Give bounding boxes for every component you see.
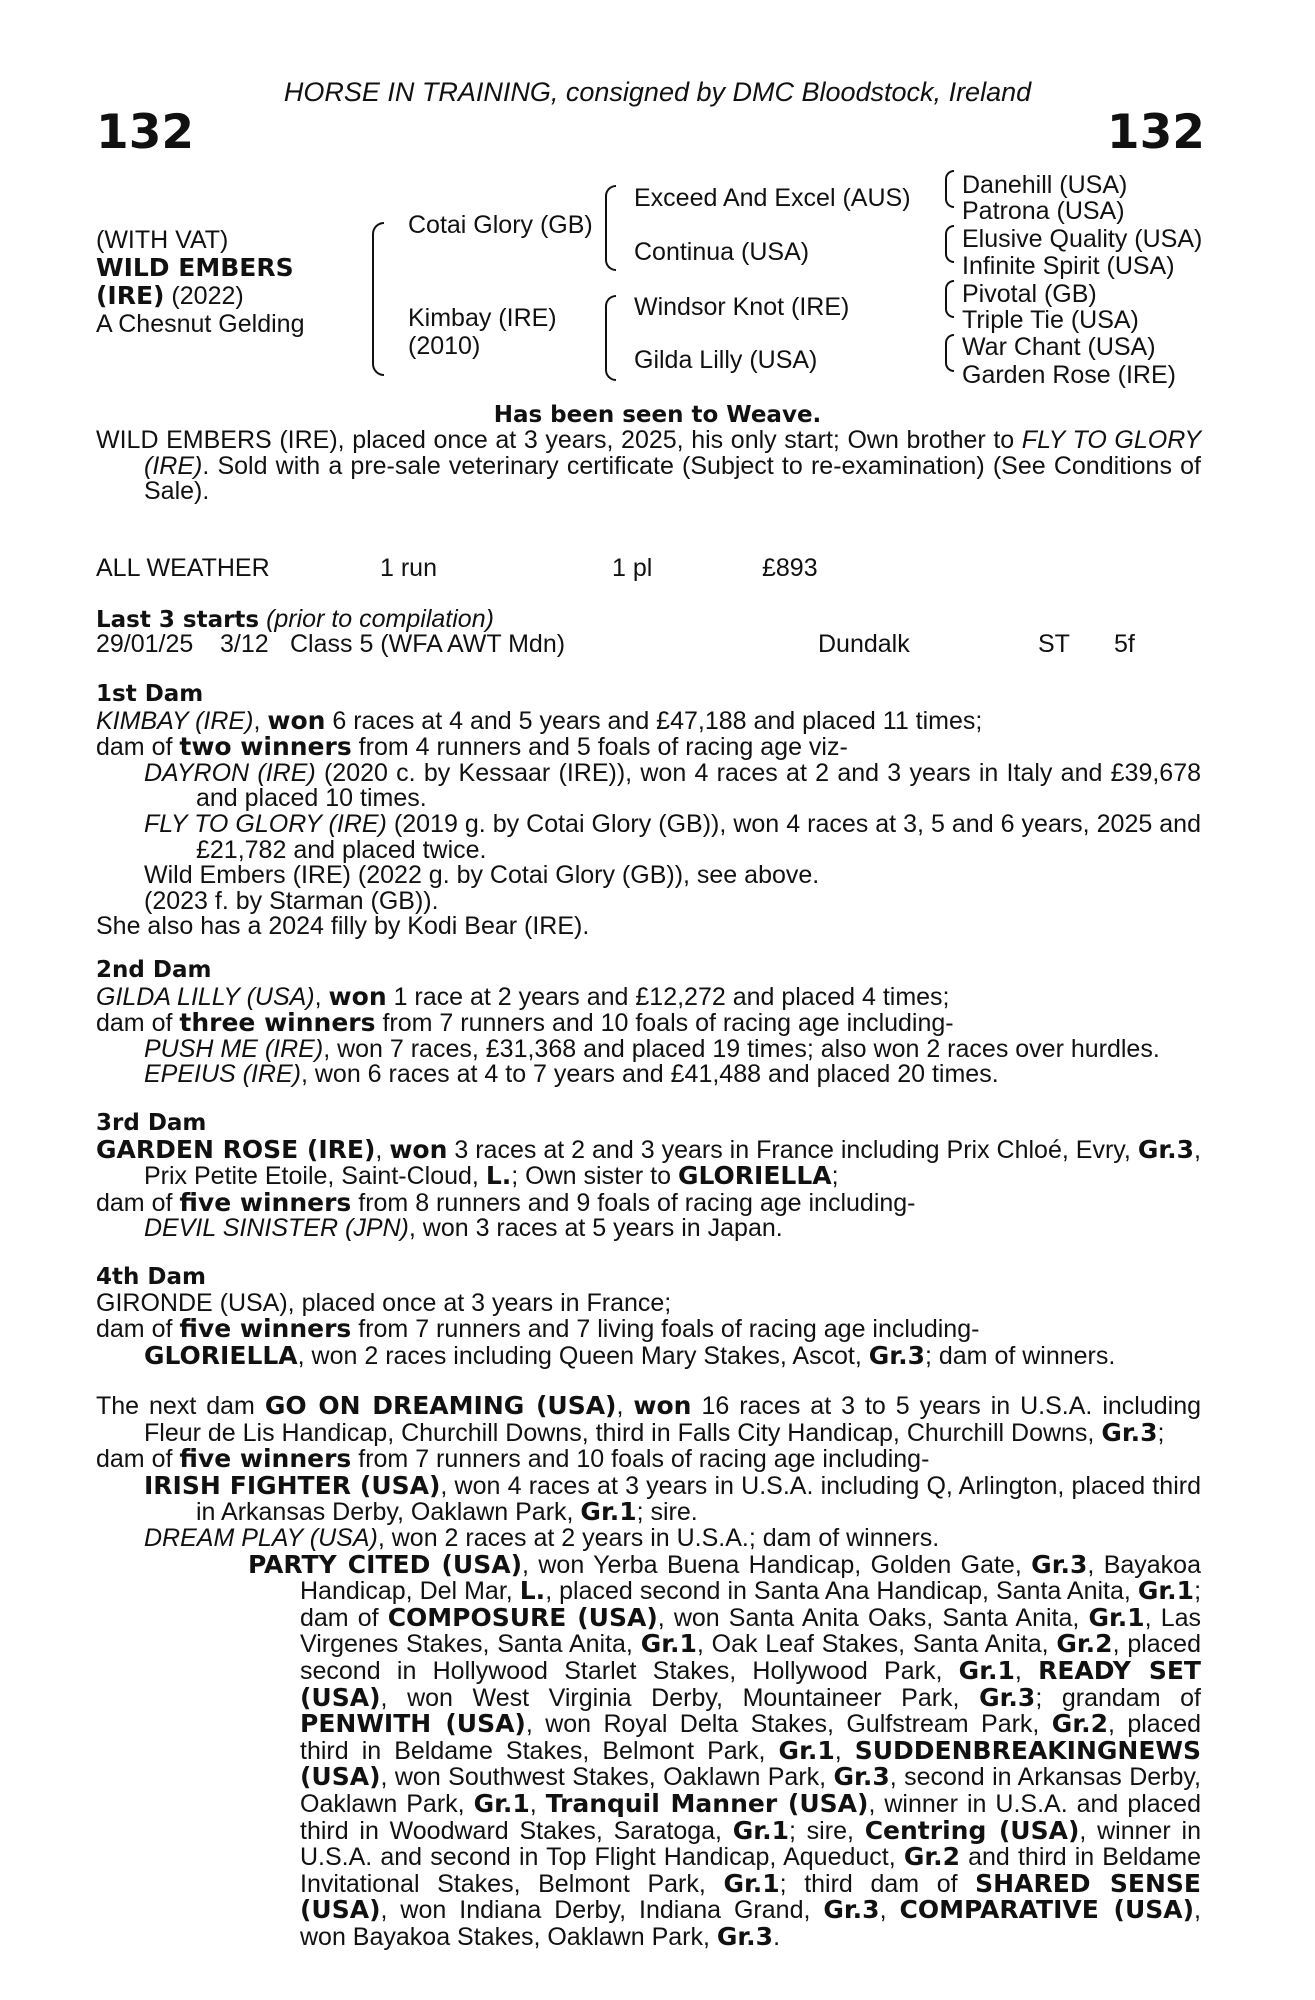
party-bold-segment: SHARED SENSE (USA)	[300, 1868, 1201, 1925]
first-dam-record: 6 races at 4 and 5 years and £47,188 and placed 11 times;	[325, 706, 983, 735]
fourth-dam-winners: five winners	[179, 1314, 352, 1344]
progeny-dream-play-text: , won 2 races at 2 years in U.S.A.; dam of winners.	[377, 1523, 940, 1552]
last-starts-note: (prior to compilation)	[266, 605, 494, 633]
party-bold-segment: Gr.2	[1056, 1629, 1113, 1659]
start-row-course: Dundalk	[818, 630, 910, 658]
horse-name-line2	[96, 282, 304, 310]
party-text-segment: , Oak Leaf Stakes, Santa Anita,	[696, 1630, 1057, 1659]
progeny-irish-fighter-text: , won 4 races at 3 years in U.S.A. including Q, Arlington, placed third in Arkansas Derby, Oaklawn Park,	[196, 1471, 1201, 1527]
party-text-segment: , second in Arkansas Derby, Oaklawn Park,	[300, 1763, 1201, 1818]
party-bold-segment: READY SET (USA)	[300, 1655, 1201, 1712]
party-bold-segment: Gr.1	[958, 1655, 1015, 1685]
third-dam-grade: Gr.3	[1137, 1134, 1195, 1164]
pedigree-sire: Cotai Glory (GB)	[408, 211, 593, 239]
pedigree-brace-dam	[605, 295, 616, 381]
progeny-devil-sinister-text: , won 3 races at 5 years in Japan.	[408, 1214, 783, 1243]
party-text-segment: , won Southwest Stakes, Oaklawn Park,	[380, 1763, 834, 1792]
party-text-segment: ,	[1014, 1656, 1039, 1685]
intro-horse-name: WILD EMBERS (IRE)	[96, 426, 338, 454]
party-text-segment: , Bayakoa Handicap, Del Mar,	[300, 1550, 1201, 1606]
pedigree-sire-dam: Continua (USA)	[634, 238, 810, 266]
party-bold-segment: Gr.3	[823, 1895, 880, 1925]
pedigree-brace-sd	[945, 225, 954, 263]
pedigree-dam-dam: Gilda Lilly (USA)	[634, 346, 818, 374]
third-dam-text-1: 3 races at 2 and 3 years in France including Prix Chloé, Evry,	[447, 1135, 1138, 1164]
lot-number-left: 132	[96, 105, 195, 160]
party-bold-segment: Centring (USA)	[864, 1815, 1080, 1845]
start-row-going: ST	[1038, 630, 1070, 658]
party-bold-segment: Gr.3	[979, 1682, 1036, 1712]
progeny-push-me: PUSH ME (IRE)	[144, 1034, 324, 1063]
third-dam-listed: L.	[485, 1161, 512, 1191]
record-placed: 1 pl	[612, 554, 653, 582]
second-dam-heading: 2nd Dam	[96, 957, 212, 983]
party-text-segment: , winner in U.S.A. and second in Top Flight Handicap, Aqueduct,	[300, 1816, 1201, 1872]
party-text-segment: , won Indiana Derby, Indiana Grand,	[380, 1896, 824, 1925]
second-dam-foals: from 7 runners and 10 foals of racing age including-	[375, 1009, 954, 1038]
first-dam-won: won	[267, 705, 326, 735]
horse-identity	[96, 226, 304, 338]
next-dam-grade: Gr.3	[1101, 1417, 1158, 1447]
progeny-gloriella-end: ; dam of winners.	[924, 1341, 1116, 1370]
party-text-segment: ,	[879, 1896, 900, 1925]
next-dam-section	[96, 1393, 1201, 1950]
second-dam-name: GILDA LILLY (USA)	[96, 982, 315, 1011]
progeny-epeius-text: , won 6 races at 4 to 7 years and £41,488 and placed 20 times.	[300, 1060, 999, 1089]
party-text-segment: and third in Beldame Invitational Stakes, Belmont Park,	[300, 1843, 1201, 1898]
first-dam-also: She also has a 2024 filly by Kodi Bear (IRE).	[96, 912, 590, 941]
party-text-segment: , won Yerba Buena Handicap, Golden Gate,	[522, 1550, 1032, 1579]
party-bold-segment: SUDDENBREAKINGNEWS (USA)	[300, 1735, 1201, 1792]
progeny-gloriella-grade: Gr.3	[868, 1340, 925, 1370]
record-surface: ALL WEATHER	[96, 554, 270, 582]
progeny-fly-to-glory: FLY TO GLORY (IRE)	[144, 809, 387, 838]
party-bold-segment: PARTY CITED (USA)	[248, 1549, 523, 1579]
progeny-irish-fighter-end: ; sire.	[636, 1498, 698, 1527]
party-bold-segment: Gr.1	[473, 1788, 530, 1818]
progeny-epeius: EPEIUS (IRE)	[144, 1060, 301, 1089]
pedigree-dam-year: (2010)	[408, 332, 481, 360]
next-dam-intro: The next dam	[96, 1392, 265, 1420]
party-bold-segment: Gr.1	[640, 1629, 697, 1659]
third-dam-dam-of: dam of	[96, 1188, 180, 1217]
start-row-position: 3/12	[220, 630, 269, 658]
third-dam-section: 3rd Dam GARDEN ROSE (IRE), won 3 races at 2 and 3 years in France including Prix Chloé, Evry, Gr.3, Prix Petite Etoile, Saint-Cloud, L.; Own sister to GLORIELLA; dam of five winners from 8 runners and 9 foals of racing age including- DEVIL SINISTER (JPN), won 3 races at 5 years in Japan.	[96, 1110, 1201, 1243]
party-bold-segment: COMPARATIVE (USA)	[899, 1895, 1195, 1925]
party-bold-segment: Gr.1	[778, 1735, 835, 1765]
pedigree-ddd: Garden Rose (IRE)	[962, 361, 1176, 389]
first-dam-section: 1st Dam KIMBAY (IRE), won 6 races at 4 and 5 years and £47,188 and placed 11 times; dam of two winners from 4 runners and 5 foals of racing age viz- DAYRON (IRE) (2020 c. by Kessaar (IRE)), won 4 races at 2 and 3 years in Italy and £39,678 and placed 10 times. FLY TO GLORY (IRE) (2019 g. by Cotai Glory (GB)), won 4 races at 3, 5 and 6 years, 2025 and £21,782 and placed twice. Wild Embers (IRE) (2022 g. by Cotai Glory (GB)), see above. (2023 f. by Starman (GB)). She also has a 2024 filly by Kodi Bear (IRE).	[96, 681, 1202, 941]
party-text-segment: ,	[834, 1736, 855, 1765]
last-starts-title: Last 3 starts	[96, 607, 260, 633]
party-text-segment: ; grandam of	[1035, 1683, 1201, 1712]
next-dam-name: GO ON DREAMING (USA)	[264, 1391, 617, 1420]
progeny-fly-to-glory-text: (2019 g. by Cotai Glory (GB)), won 4 races at 3, 5 and 6 years, 2025 and £21,782 and placed twice.	[196, 809, 1201, 864]
first-dam-heading: 1st Dam	[96, 681, 204, 707]
pedigree-dds: War Chant (USA)	[962, 333, 1156, 361]
pedigree-sds: Elusive Quality (USA)	[962, 225, 1203, 253]
party-bold-segment: Gr.1	[1137, 1576, 1195, 1606]
party-bold-segment: COMPOSURE (USA)	[387, 1602, 658, 1632]
progeny-wild-embers: Wild Embers (IRE) (2022 g. by Cotai Glory (GB)), see above.	[144, 861, 820, 890]
fourth-dam-dam-of: dam of	[96, 1315, 180, 1344]
intro-text-2: . Sold with a pre-sale veterinary certificate (Subject to re-examination) (See Conditions of Sale).	[144, 451, 1201, 506]
party-text-segment: , won Royal Delta Stakes, Gulfstream Park,	[525, 1710, 1052, 1739]
party-text-segment: , placed third in Beldame Stakes, Belmont Park,	[300, 1710, 1202, 1765]
pedigree-dam-sire: Windsor Knot (IRE)	[634, 293, 850, 321]
start-row-distance: 5f	[1114, 630, 1135, 658]
party-text-segment: ; third dam of	[779, 1869, 976, 1898]
fourth-dam-foals: from 7 runners and 7 living foals of racing age including-	[351, 1315, 980, 1344]
progeny-push-me-text: , won 7 races, £31,368 and placed 19 times; also won 2 races over hurdles.	[323, 1034, 1160, 1063]
progeny-gloriella: GLORIELLA	[144, 1340, 298, 1370]
pedigree-sdd: Infinite Spirit (USA)	[962, 252, 1175, 280]
party-bold-segment: Gr.3	[1031, 1549, 1088, 1579]
party-text-segment: , winner in U.S.A. and placed third in Woodward Stakes, Saratoga,	[300, 1789, 1201, 1845]
pedigree-ssd: Patrona (USA)	[962, 197, 1125, 225]
first-dam-winners: two winners	[179, 732, 352, 762]
pedigree-dss: Pivotal (GB)	[962, 280, 1097, 308]
party-bold-segment: Gr.3	[833, 1762, 890, 1792]
intro-paragraph	[96, 428, 1201, 505]
intro-brother: FLY TO GLORY (IRE)	[144, 426, 1202, 480]
pedigree-brace-ss	[945, 170, 954, 208]
party-bold-segment: Gr.2	[1051, 1709, 1108, 1739]
start-row-race: Class 5 (WFA AWT Mdn)	[290, 630, 566, 658]
party-bold-segment: Gr.1	[1088, 1602, 1145, 1632]
third-dam-sister: GLORIELLA	[677, 1161, 832, 1191]
party-bold-segment: L.	[519, 1576, 546, 1606]
pedigree-sss: Danehill (USA)	[962, 171, 1128, 199]
third-dam-text-4: ;	[831, 1162, 839, 1191]
start-row-date: 29/01/25	[96, 630, 194, 658]
party-text-segment: , won Bayakoa Stakes, Oaklawn Park,	[300, 1896, 1201, 1951]
progeny-devil-sinister: DEVIL SINISTER (JPN)	[144, 1214, 409, 1243]
party-text-segment: ; dam of	[300, 1577, 1202, 1632]
second-dam-section: 2nd Dam GILDA LILLY (USA), won 1 race at 2 years and £12,272 and placed 4 times; dam of three winners from 7 runners and 10 foals of racing age including- PUSH ME (IRE), won 7 races, £31,368 and placed 19 times; also won 2 races over hurdles. EPEIUS (IRE), won 6 races at 4 to 7 years and £41,488 and placed 20 times.	[96, 958, 1201, 1088]
weave-note: Has been seen to Weave.	[493, 402, 822, 428]
party-text-segment: , Las Virgenes Stakes, Santa Anita,	[300, 1603, 1202, 1659]
party-text-segment: ; sire,	[788, 1816, 865, 1845]
progeny-dayron-text: (2020 c. by Kessaar (IRE)), won 4 races at 2 and 3 years in Italy and £39,678 and placed 10 times.	[196, 758, 1202, 813]
fourth-dam-record: GIRONDE (USA), placed once at 3 years in France;	[96, 1288, 672, 1317]
party-bold-segment: PENWITH (USA)	[300, 1709, 526, 1739]
first-dam-name: KIMBAY (IRE)	[96, 706, 254, 735]
first-dam-dam-of: dam of	[96, 733, 180, 762]
progeny-irish-fighter-grade: Gr.1	[580, 1497, 637, 1527]
progeny-dream-play: DREAM PLAY (USA)	[144, 1523, 378, 1552]
party-text-segment: , won West Virginia Derby, Mountaineer Park,	[380, 1683, 980, 1712]
fourth-dam-section	[96, 1265, 1201, 1369]
third-dam-winners: five winners	[179, 1187, 352, 1217]
third-dam-text-2: , Prix Petite Etoile, Saint-Cloud,	[144, 1135, 1201, 1191]
horse-country: (IRE)	[96, 281, 165, 310]
second-dam-winners: three winners	[179, 1008, 376, 1038]
party-cited-paragraph	[96, 1549, 1202, 1951]
pedigree-sire-sire: Exceed And Excel (AUS)	[634, 184, 911, 212]
next-dam-sep: ,	[616, 1392, 634, 1420]
horse-description: A Chesnut Gelding	[96, 310, 305, 338]
party-bold-segment: Gr.1	[732, 1815, 789, 1845]
vat-note: (WITH VAT)	[96, 226, 229, 254]
horse-year: (2022)	[164, 282, 244, 310]
next-dam-won: won	[633, 1391, 692, 1420]
third-dam-foals: from 8 runners and 9 foals of racing age including-	[351, 1188, 916, 1217]
record-earnings: £893	[762, 554, 818, 582]
pedigree-brace-ds	[945, 280, 954, 318]
next-dam-text: 16 races at 3 to 5 years in U.S.A. including Fleur de Lis Handicap, Churchill Downs, third in Falls City Handicap, Churchill Downs,	[144, 1392, 1201, 1447]
party-bold-segment: Gr.2	[903, 1842, 960, 1872]
record-runs: 1 run	[380, 554, 437, 582]
pedigree-brace-sire	[605, 185, 616, 271]
pedigree-brace-dd	[945, 334, 954, 372]
party-text-segment: , placed second in Santa Ana Handicap, Santa Anita,	[545, 1577, 1138, 1606]
lot-number-right: 132	[1106, 105, 1205, 160]
party-text-segment: .	[773, 1922, 781, 1951]
party-bold-segment: Gr.3	[716, 1921, 774, 1951]
second-dam-won: won	[328, 981, 387, 1011]
progeny-gloriella-text: , won 2 races including Queen Mary Stakes, Ascot,	[297, 1341, 869, 1370]
next-dam-winners: five winners	[179, 1444, 352, 1474]
next-dam-dam-of: dam of	[96, 1445, 180, 1474]
intro-text-1: , placed once at 3 years, 2025, his only start; Own brother to	[337, 426, 1022, 454]
horse-name: WILD EMBERS	[96, 253, 294, 282]
party-text-segment: ,	[529, 1789, 546, 1818]
next-dam-end: ;	[1157, 1418, 1165, 1447]
progeny-irish-fighter: IRISH FIGHTER (USA)	[144, 1470, 441, 1500]
next-dam-foals: from 7 runners and 10 foals of racing age including-	[351, 1445, 930, 1474]
progeny-2023-filly: (2023 f. by Starman (GB)).	[144, 886, 439, 915]
pedigree-dam: Kimbay (IRE)	[408, 304, 557, 332]
party-bold-segment: Tranquil Manner (USA)	[545, 1788, 869, 1818]
pedigree-dsd: Triple Tie (USA)	[962, 306, 1139, 334]
second-dam-dam-of: dam of	[96, 1009, 180, 1038]
first-dam-foals: from 4 runners and 5 foals of racing age viz-	[351, 733, 848, 762]
third-dam-text-3: ; Own sister to	[511, 1162, 678, 1191]
party-text-segment: , won Santa Anita Oaks, Santa Anita,	[657, 1603, 1089, 1632]
fourth-dam-heading: 4th Dam	[96, 1264, 206, 1290]
party-bold-segment: Gr.1	[723, 1868, 780, 1898]
party-text-segment: , placed second in Hollywood Starlet Stakes, Hollywood Park,	[300, 1630, 1201, 1685]
progeny-dayron: DAYRON (IRE)	[144, 758, 316, 787]
second-dam-record: 1 race at 2 years and £12,272 and placed 4 times;	[386, 982, 950, 1011]
catalogue-header: HORSE IN TRAINING, consigned by DMC Bloodstock, Ireland	[283, 77, 1032, 107]
pedigree-brace-main	[372, 222, 384, 376]
third-dam-heading: 3rd Dam	[96, 1110, 207, 1136]
third-dam-name: GARDEN ROSE (IRE)	[96, 1134, 376, 1164]
third-dam-won: won	[389, 1134, 448, 1164]
